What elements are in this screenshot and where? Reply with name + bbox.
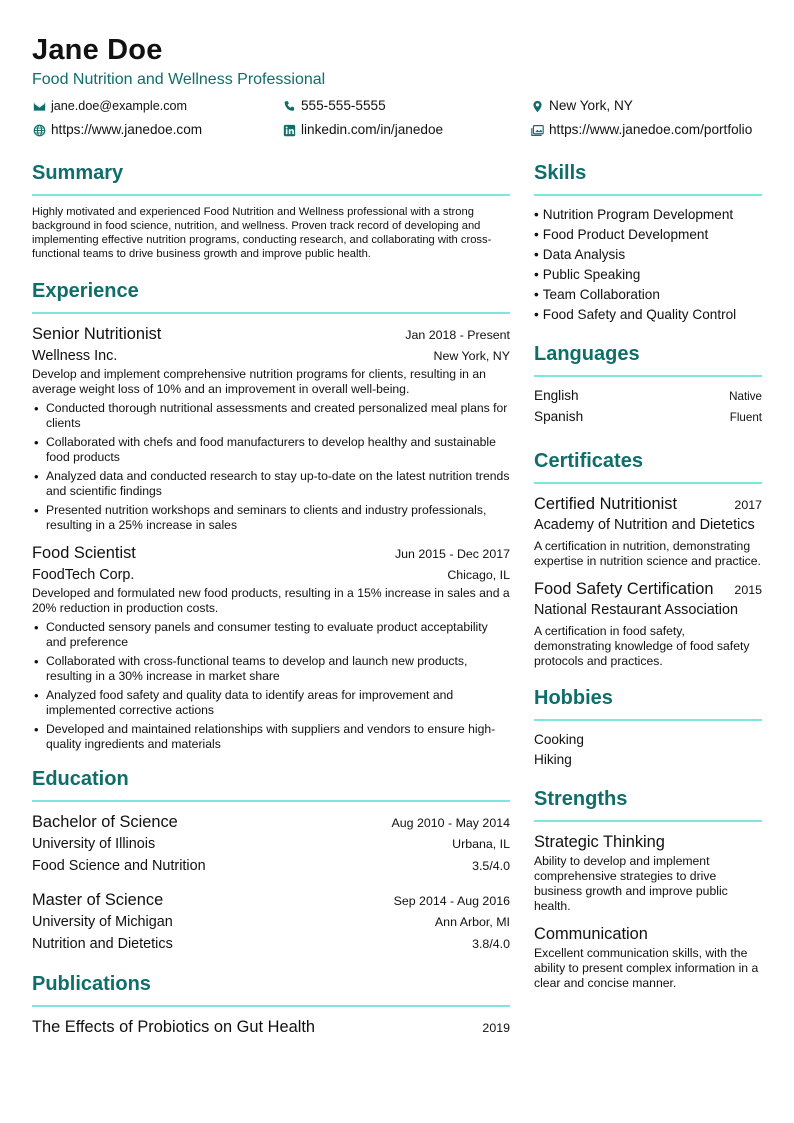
- job-description: Develop and implement comprehensive nutrition programs for clients, resulting in an average weight loss of 10% and an improvement in overall well-being.: [32, 367, 486, 396]
- job-bullet: • Presented nutrition workshops and seminars to clients and industry professionals, resulting in a 25% increase in sales: [32, 503, 510, 533]
- job-company: FoodTech Corp.: [32, 567, 135, 583]
- skill-item: • Data Analysis: [534, 247, 626, 262]
- job-location: New York, NY: [433, 349, 510, 363]
- candidate-headline: Food Nutrition and Wellness Professional: [32, 71, 326, 88]
- publications-heading: Publications: [32, 969, 510, 1007]
- job-location: Chicago, IL: [447, 568, 510, 582]
- certificate-entry: [534, 493, 762, 569]
- school-name: University of Michigan: [32, 914, 173, 930]
- contact-portfolio-text: https://www.janedoe.com/portfolio: [549, 122, 753, 137]
- job-bullets: [32, 620, 510, 752]
- degree-dates: Aug 2010 - May 2014: [391, 816, 510, 830]
- school-name: University of Illinois: [32, 836, 156, 852]
- degree-field: Nutrition and Dietetics: [32, 936, 173, 952]
- experience-entry: [32, 542, 510, 752]
- skill-label: Team Collaboration: [542, 287, 660, 302]
- language-name: English: [534, 388, 579, 403]
- skill-item: • Team Collaboration: [534, 287, 660, 302]
- certificate-issuer: Academy of Nutrition and Dietetics: [534, 517, 755, 533]
- certificate-year: 2015: [734, 583, 762, 597]
- certificate-entry: [534, 578, 762, 669]
- summary-text: Highly motivated and experienced Food Nutrition and Wellness professional with a strong background in food science, nutrition, and wellness. Proven track record of developing and implementing effective nutrition programs, conducting research, and collaborating with cross-functional teams to drive business growth and improve public health.: [32, 206, 492, 260]
- strengths-heading: Strengths: [534, 784, 762, 822]
- publications-section: [32, 969, 510, 1038]
- degree-gpa: 3.8/4.0: [472, 937, 510, 951]
- language-level: Fluent: [729, 411, 762, 424]
- resume-header: [32, 32, 772, 91]
- skill-label: Food Safety and Quality Control: [542, 307, 737, 322]
- certificate-description: A certification in nutrition, demonstrating expertise in nutrition science and practice.: [534, 539, 761, 568]
- skill-label: Nutrition Program Development: [542, 207, 734, 222]
- hobby-item: Cooking: [534, 732, 584, 747]
- language-level: Native: [729, 390, 762, 403]
- experience-heading: Experience: [32, 276, 510, 314]
- portfolio-icon: [530, 123, 544, 137]
- strength-description: Excellent communication skills, with the ability to present complex information in a clear and concise manner.: [534, 946, 759, 990]
- skills-heading: Skills: [534, 158, 762, 196]
- school-location: Ann Arbor, MI: [434, 915, 510, 929]
- skill-item: • Public Speaking: [534, 267, 641, 282]
- job-bullet: • Conducted thorough nutritional assessments and created personalized meal plans for clients: [32, 401, 510, 431]
- experience-entry: [32, 323, 510, 533]
- publication-title: The Effects of Probiotics on Gut Health: [32, 1018, 316, 1036]
- degree-dates: Sep 2014 - Aug 2016: [393, 894, 510, 908]
- skill-item: • Food Product Development: [534, 227, 709, 242]
- certificate-year: 2017: [734, 498, 762, 512]
- contact-website[interactable]: [32, 120, 202, 140]
- school-location: Urbana, IL: [452, 837, 510, 851]
- job-company: Wellness Inc.: [32, 348, 118, 364]
- main-column: [32, 158, 510, 1038]
- education-section: [32, 764, 510, 955]
- contact-location: [530, 96, 633, 116]
- strength-entry: [534, 923, 762, 991]
- skill-item: • Food Safety and Quality Control: [534, 307, 737, 322]
- skill-label: Data Analysis: [542, 247, 626, 262]
- certificate-issuer: National Restaurant Association: [534, 602, 738, 618]
- education-entry: [32, 811, 510, 877]
- strength-name: Communication: [534, 925, 648, 943]
- contact-info: [32, 96, 772, 144]
- job-bullet: • Analyzed food safety and quality data to identify areas for improvement and implemented corrective actions: [32, 688, 510, 718]
- contact-website-text: https://www.janedoe.com: [51, 122, 203, 137]
- skill-label: Food Product Development: [542, 227, 709, 242]
- degree-name: Bachelor of Science: [32, 813, 178, 831]
- contact-phone[interactable]: [282, 96, 386, 116]
- publication-year: 2019: [482, 1021, 510, 1035]
- contact-linkedin-text: linkedin.com/in/janedoe: [301, 122, 444, 137]
- job-dates: Jan 2018 - Present: [405, 328, 510, 342]
- hobbies-section: [534, 683, 762, 770]
- certificate-name: Food Safety Certification: [534, 580, 714, 598]
- certificate-description: A certification in food safety, demonstrating knowledge of food safety protocols and practices.: [534, 624, 750, 668]
- job-title: Senior Nutritionist: [32, 325, 162, 343]
- language-item: [534, 386, 762, 407]
- strength-description: Ability to develop and implement comprehensive strategies to drive business growth and improve public health.: [534, 854, 728, 913]
- languages-section: [534, 339, 762, 428]
- contact-email[interactable]: [32, 96, 187, 116]
- skill-item: • Nutrition Program Development: [534, 207, 734, 222]
- education-entry: [32, 889, 510, 955]
- globe-icon: [32, 123, 46, 137]
- job-description: Developed and formulated new food products, resulting in a 15% increase in sales and a 20% reduction in production costs.: [32, 586, 510, 615]
- summary-section: [32, 158, 510, 261]
- job-bullet: • Analyzed data and conducted research to stay up-to-date on the latest nutrition trends and scientific findings: [32, 469, 510, 499]
- strength-name: Strategic Thinking: [534, 833, 665, 851]
- degree-field: Food Science and Nutrition: [32, 858, 206, 874]
- degree-gpa: 3.5/4.0: [472, 859, 510, 873]
- map-pin-icon: [530, 99, 544, 113]
- envelope-icon: [32, 99, 46, 113]
- job-bullet: • Collaborated with chefs and food manufacturers to develop healthy and sustainable food products: [32, 435, 510, 465]
- strengths-section: [534, 784, 762, 991]
- job-bullet: • Conducted sensory panels and consumer testing to evaluate product acceptability and preference: [32, 620, 510, 650]
- job-bullet: • Collaborated with cross-functional teams to develop and launch new products, resulting in a 30% increase in market share: [32, 654, 510, 684]
- skills-section: [534, 158, 762, 325]
- contact-linkedin[interactable]: [282, 120, 443, 140]
- certificate-name: Certified Nutritionist: [534, 495, 678, 513]
- education-heading: Education: [32, 764, 510, 802]
- hobbies-heading: Hobbies: [534, 683, 762, 721]
- contact-location-text: New York, NY: [549, 98, 633, 113]
- job-bullet: • Developed and maintained relationships with suppliers and vendors to ensure high-quality ingredients and materials: [32, 722, 510, 752]
- contact-email-text: jane.doe@example.com: [51, 99, 187, 113]
- degree-name: Master of Science: [32, 891, 164, 909]
- skill-label: Public Speaking: [542, 267, 641, 282]
- hobby-item: Hiking: [534, 752, 572, 767]
- contact-portfolio[interactable]: [530, 120, 752, 140]
- languages-heading: Languages: [534, 339, 762, 377]
- linkedin-icon: [282, 123, 296, 137]
- skills-list: [534, 205, 762, 325]
- publication-item: [32, 1016, 510, 1038]
- job-bullets: [32, 401, 510, 533]
- job-title: Food Scientist: [32, 544, 136, 562]
- job-dates: Jun 2015 - Dec 2017: [394, 547, 510, 561]
- candidate-name: Jane Doe: [32, 34, 163, 66]
- language-name: Spanish: [534, 409, 584, 424]
- strength-entry: [534, 831, 762, 914]
- side-column: [534, 158, 762, 1000]
- certificates-section: [534, 446, 762, 669]
- language-item: [534, 407, 762, 428]
- experience-section: [32, 276, 510, 752]
- certificates-heading: Certificates: [534, 446, 762, 484]
- phone-icon: [282, 99, 296, 113]
- contact-phone-text: 555-555-5555: [301, 98, 386, 113]
- summary-heading: Summary: [32, 158, 510, 196]
